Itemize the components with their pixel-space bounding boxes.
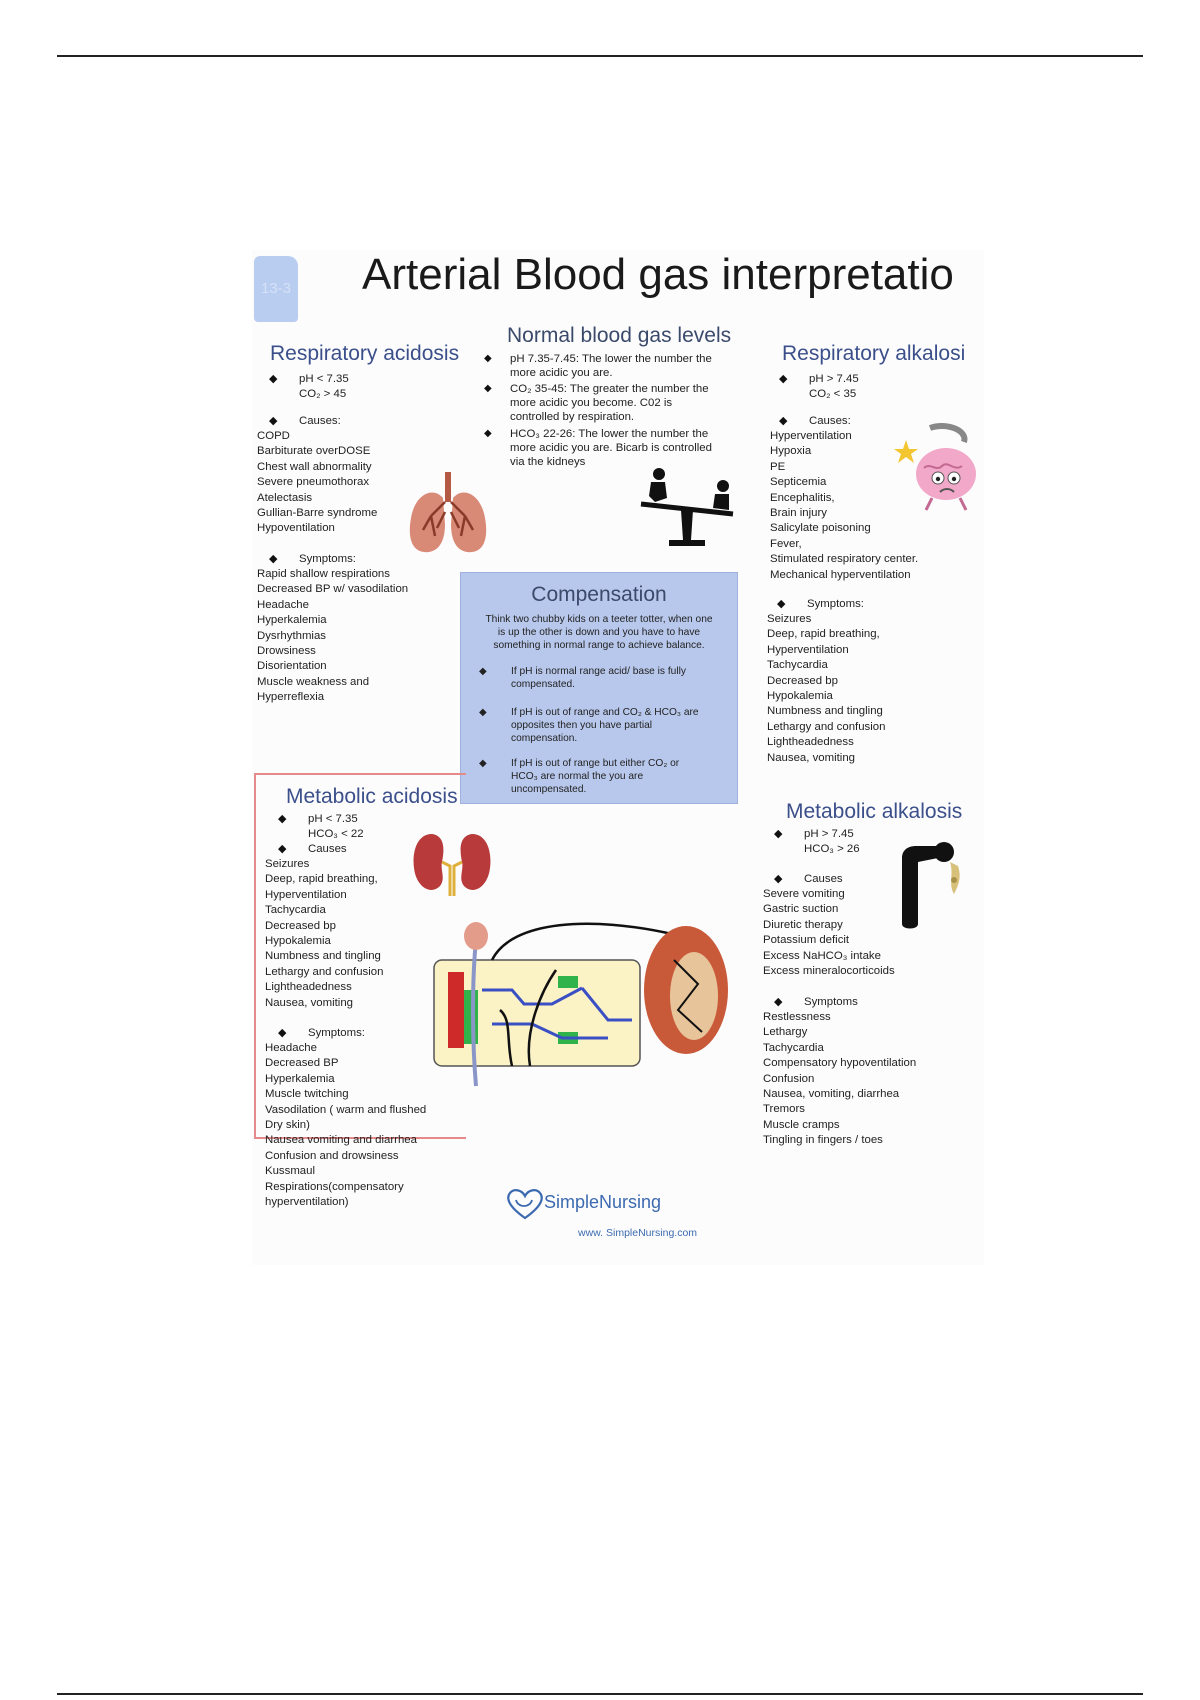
compensation-partial: ◆ If pH is out of range and CO₂ & HCO₃ are opposites then you have partial compensation. (479, 706, 751, 745)
met-acidosis-heading: Metabolic acidosis (286, 785, 458, 808)
met-acidosis-bracket-top (254, 773, 466, 775)
resp-acidosis-causes-label: ◆ Causes: (269, 414, 341, 429)
met-acidosis-symptoms: Headache Decreased BP Hyperkalemia Muscle twitching Vasodilation ( warm and flushed Dry skin) Nausea vomiting and diarrhea Confusion and drowsiness Kussmaul Respirations(compensatory hyperventilation) (265, 1042, 427, 1209)
normal-level-ph: ◆ pH 7.35-7.45: The lower the number the more acidic you are. (484, 352, 712, 380)
brand-url: www. SimpleNursing.com (578, 1227, 698, 1239)
poster-title: Arterial Blood gas interpretatio (362, 250, 954, 299)
vomiting-figure-icon (892, 840, 972, 930)
heart-stethoscope-logo (506, 1188, 544, 1220)
compensation-box (460, 572, 738, 804)
abg-poster (252, 250, 984, 1265)
top-rule (57, 55, 1143, 57)
resp-alkalosis-causes: Hyperventilation Hypoxia PE Septicemia Encephalitis, Brain injury Salicylate poisoning Fever, Stimulated respiratory center. Mechanical hyperventilation (770, 430, 919, 581)
normal-level-hco3: ◆ HCO₃ 22-26: The lower the number the more acidic you are. Bicarb is controlled via the kidneys (484, 427, 712, 469)
resp-alkalosis-causes-label: ◆ Causes: (779, 414, 851, 429)
met-acidosis-symptoms-label: ◆ Symptoms: (278, 1026, 365, 1041)
met-alkalosis-heading: Metabolic alkalosis (786, 800, 963, 823)
met-acidosis-causes: Seizures Deep, rapid breathing, Hyperventilation Tachycardia Decreased bp Hypokalemia Numbness and tingling Lethargy and confusion Lightheadedness Nausea, vomiting (265, 858, 384, 1009)
kidney-physiology-diagram (432, 920, 732, 1090)
resp-acidosis-values: ◆ pH < 7.35 CO₂ > 45 (269, 372, 349, 403)
compensation-intro: Think two chubby kids on a teeter totter, when one is up the other is down and you have to have something in normal range to achieve balance. (485, 614, 713, 651)
resp-acidosis-causes: COPD Barbiturate overDOSE Chest wall abnormality Severe pneumothorax Atelectasis Gullian-Barre syndrome Hypoventilation (257, 430, 378, 535)
seesaw-icon (637, 468, 737, 548)
compensation-heading: Compensation (531, 583, 667, 606)
resp-acidosis-symptoms: Rapid shallow respirations Decreased BP w/ vasodilation Headache Hyperkalemia Dysrhythmias Drowsiness Disorientation Muscle weakness and Hyperreflexia (257, 568, 409, 704)
met-alkalosis-causes-label: ◆ Causes (774, 872, 843, 887)
kidneys-icon (412, 830, 492, 898)
compensation-uncompensated: ◆ If pH is out of range but either CO₂ or HCO₃ are normal the you are uncompensated. (479, 757, 751, 796)
met-acidosis-causes-label: ◆ Causes (278, 842, 347, 857)
met-alkalosis-symptoms: Restlessness Lethargy Tachycardia Compensatory hypoventilation Confusion Nausea, vomiting, diarrhea Tremors Muscle cramps Tingling in fingers / toes (763, 1011, 917, 1147)
resp-alkalosis-symptoms-label: ◆ Symptoms: (777, 597, 864, 612)
normal-level-co2: ◆ CO₂ 35-45: The greater the number the more acidic you become. C02 is controlled by respiration. (484, 382, 709, 424)
resp-alkalosis-symptoms: Seizures Deep, rapid breathing, Hyperventilation Tachycardia Decreased bp Hypokalemia Numbness and tingling Lethargy and confusion Lightheadedness Nausea, vomiting (767, 613, 886, 764)
compensation-full: ◆ If pH is normal range acid/ base is fully compensated. (479, 665, 751, 691)
normal-levels-heading: Normal blood gas levels (507, 324, 732, 347)
bookmark-tag: 13-3 (254, 256, 298, 322)
resp-alkalosis-values: ◆ pH > 7.45 CO₂ < 35 (779, 372, 859, 403)
resp-alkalosis-heading: Respiratory alkalosi (782, 342, 966, 365)
met-alkalosis-values: ◆ pH > 7.45 HCO₃ > 26 (774, 827, 860, 858)
bottom-rule (57, 1693, 1143, 1695)
brain-icon (892, 422, 982, 512)
met-acidosis-values: ◆ pH < 7.35 HCO₃ < 22 (278, 812, 364, 843)
met-alkalosis-causes: Severe vomiting Gastric suction Diuretic therapy Potassium deficit Excess NaHCO₃ intake Excess mineralocorticoids (763, 888, 895, 978)
brand-name: SimpleNursing (544, 1192, 662, 1212)
lungs-icon (407, 472, 489, 556)
resp-acidosis-heading: Respiratory acidosis (270, 342, 460, 365)
resp-acidosis-symptoms-label: ◆ Symptoms: (269, 552, 356, 567)
met-alkalosis-symptoms-label: ◆ Symptoms (774, 995, 858, 1010)
met-acidosis-bracket-left (254, 773, 256, 1139)
